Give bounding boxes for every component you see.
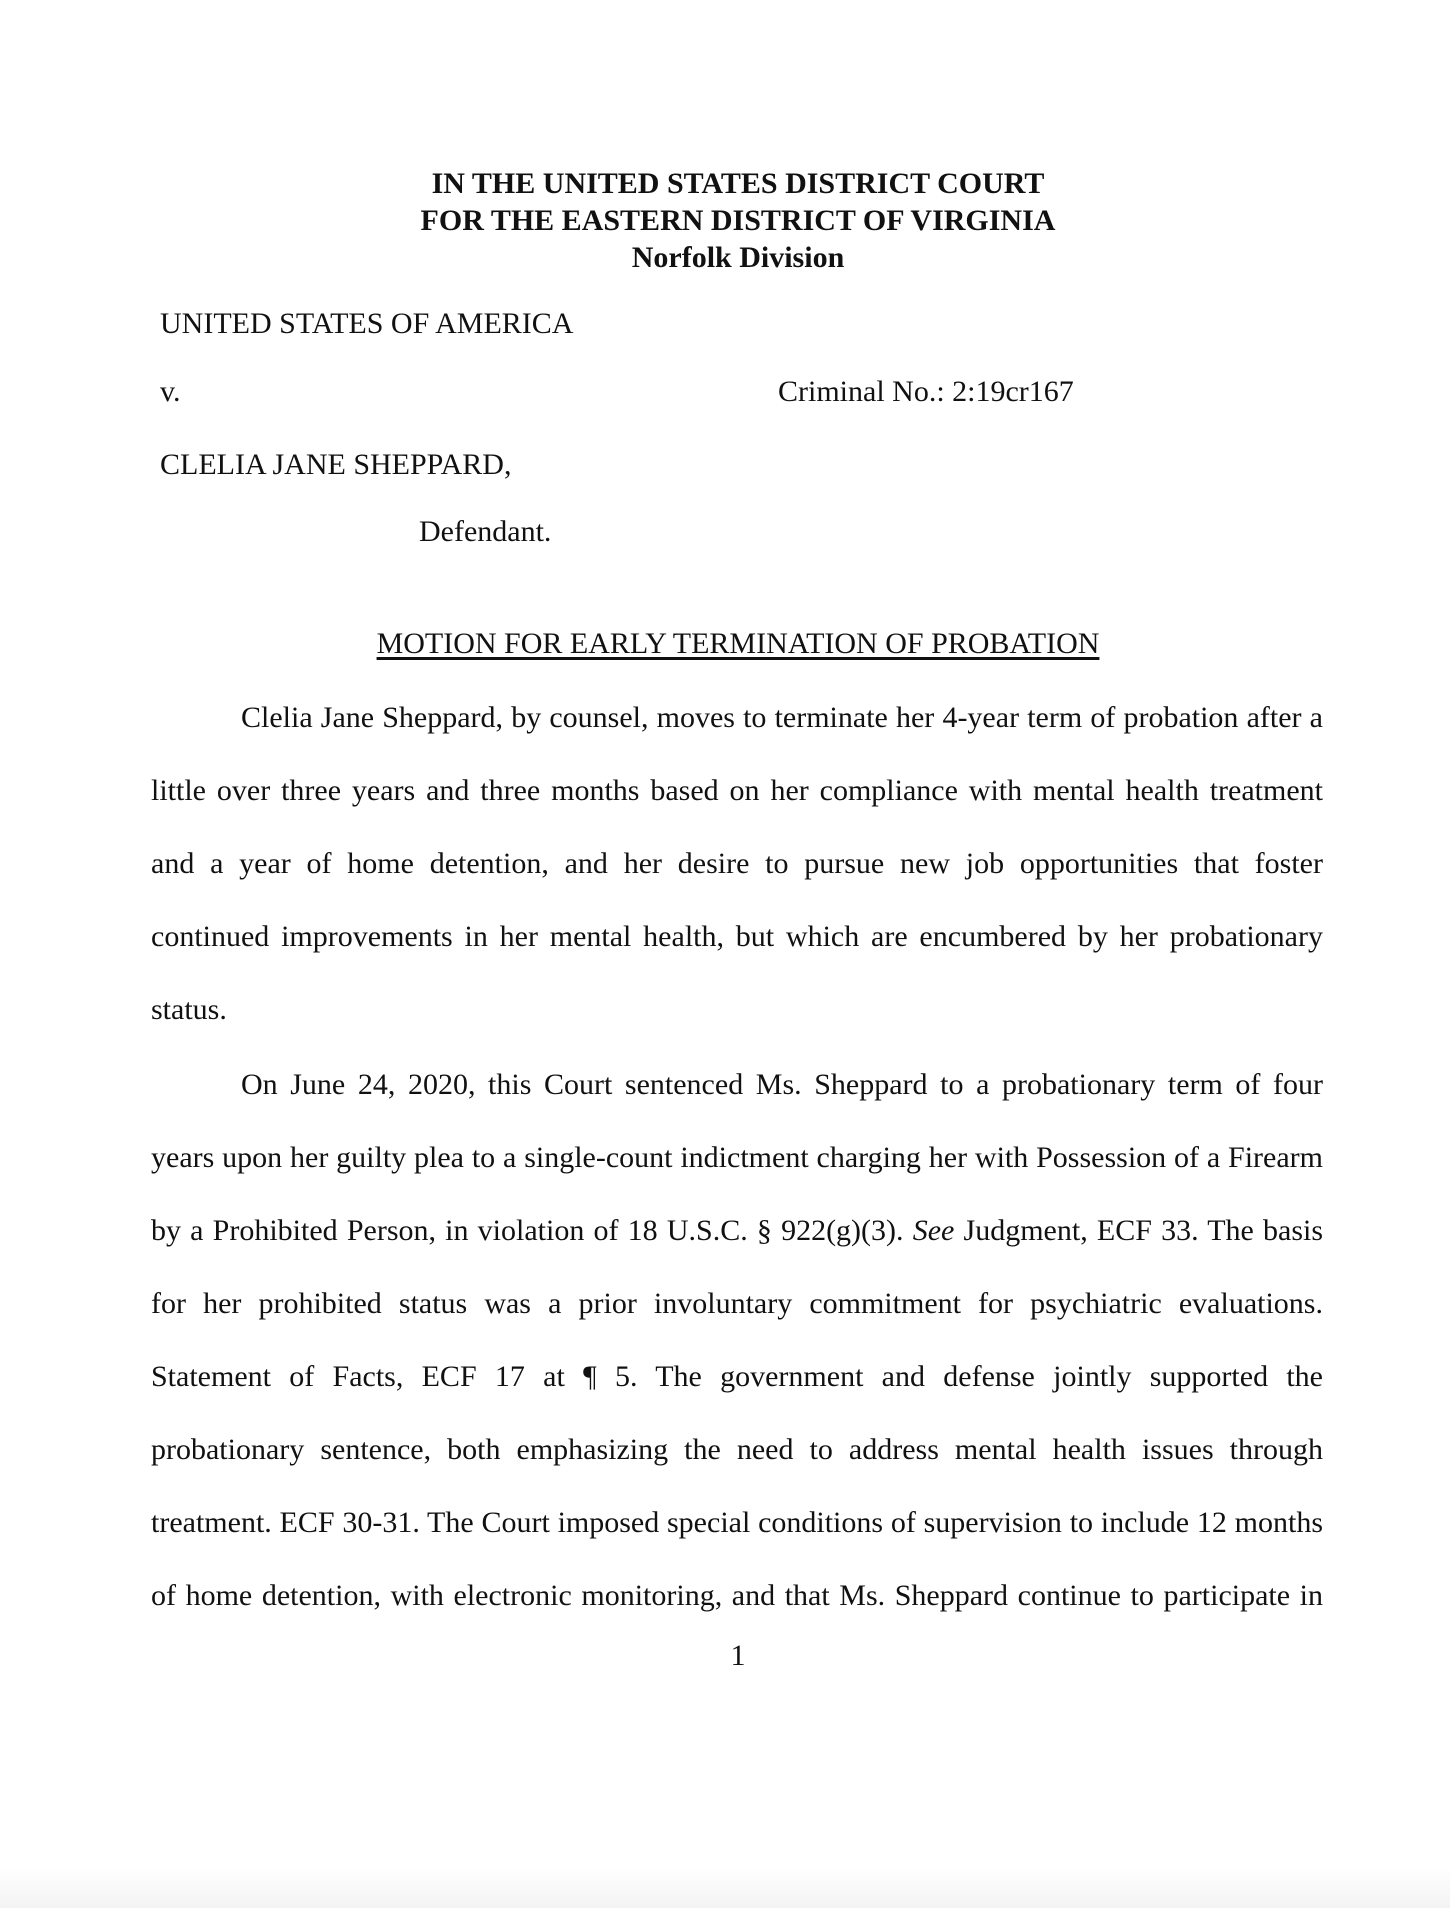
motion-title [0, 626, 1450, 662]
paragraph-2-line: years upon her guilty plea to a single-count indictment charging her with Possession of a Firearm [151, 1141, 1323, 1174]
paragraph-2-line: for her prohibited status was a prior involuntary commitment for psychiatric evaluations. [151, 1287, 1323, 1320]
paragraph-1-line: status. [151, 993, 227, 1026]
court-header [0, 165, 1450, 276]
paragraph-2-line: probationary sentence, both emphasizing the need to address mental health issues through [151, 1433, 1323, 1466]
paragraph-2-line: Statement of Facts, ECF 17 at ¶ 5. The government and defense jointly supported the [151, 1360, 1323, 1393]
motion-title-text: MOTION FOR EARLY TERMINATION OF PROBATION [376, 627, 1100, 660]
citation-text-continued: Judgment, ECF 33. The basis [963, 1214, 1324, 1247]
see-signal: See [912, 1214, 955, 1247]
paragraph-1-line: Clelia Jane Sheppard, by counsel, moves to terminate her 4-year term of probation after a [241, 701, 1323, 734]
defendant-name: CLELIA JANE SHEPPARD, [160, 448, 512, 481]
paragraph-2-line: of home detention, with electronic monitoring, and that Ms. Sheppard continue to participate in [151, 1579, 1323, 1612]
paragraph-2-line [151, 1213, 1323, 1249]
paragraph-1-line: little over three years and three months based on her compliance with mental health treatment [151, 774, 1323, 807]
paragraph-1-line: continued improvements in her mental health, but which are encumbered by her probationary [151, 920, 1323, 953]
page-bottom-shadow [0, 1868, 1450, 1908]
versus-label: v. [160, 375, 181, 408]
case-number: Criminal No.: 2:19cr167 [778, 375, 1074, 408]
paragraph-2-line: treatment. ECF 30-31. The Court imposed special conditions of supervision to include 12 months [151, 1506, 1323, 1539]
page-number: 1 [730, 1639, 746, 1672]
court-name: IN THE UNITED STATES DISTRICT COURT [431, 167, 1045, 200]
defendant-label: Defendant. [419, 515, 552, 548]
division-name: Norfolk Division [631, 241, 845, 274]
citation-text: by a Prohibited Person, in violation of 18 U.S.C. § 922(g)(3). [151, 1214, 904, 1247]
plaintiff-name: UNITED STATES OF AMERICA [160, 307, 574, 340]
paragraph-2-line: On June 24, 2020, this Court sentenced Ms. Sheppard to a probationary term of four [241, 1068, 1323, 1101]
paragraph-1-line: and a year of home detention, and her desire to pursue new job opportunities that foster [151, 847, 1323, 880]
district-name: FOR THE EASTERN DISTRICT OF VIRGINIA [420, 204, 1056, 237]
